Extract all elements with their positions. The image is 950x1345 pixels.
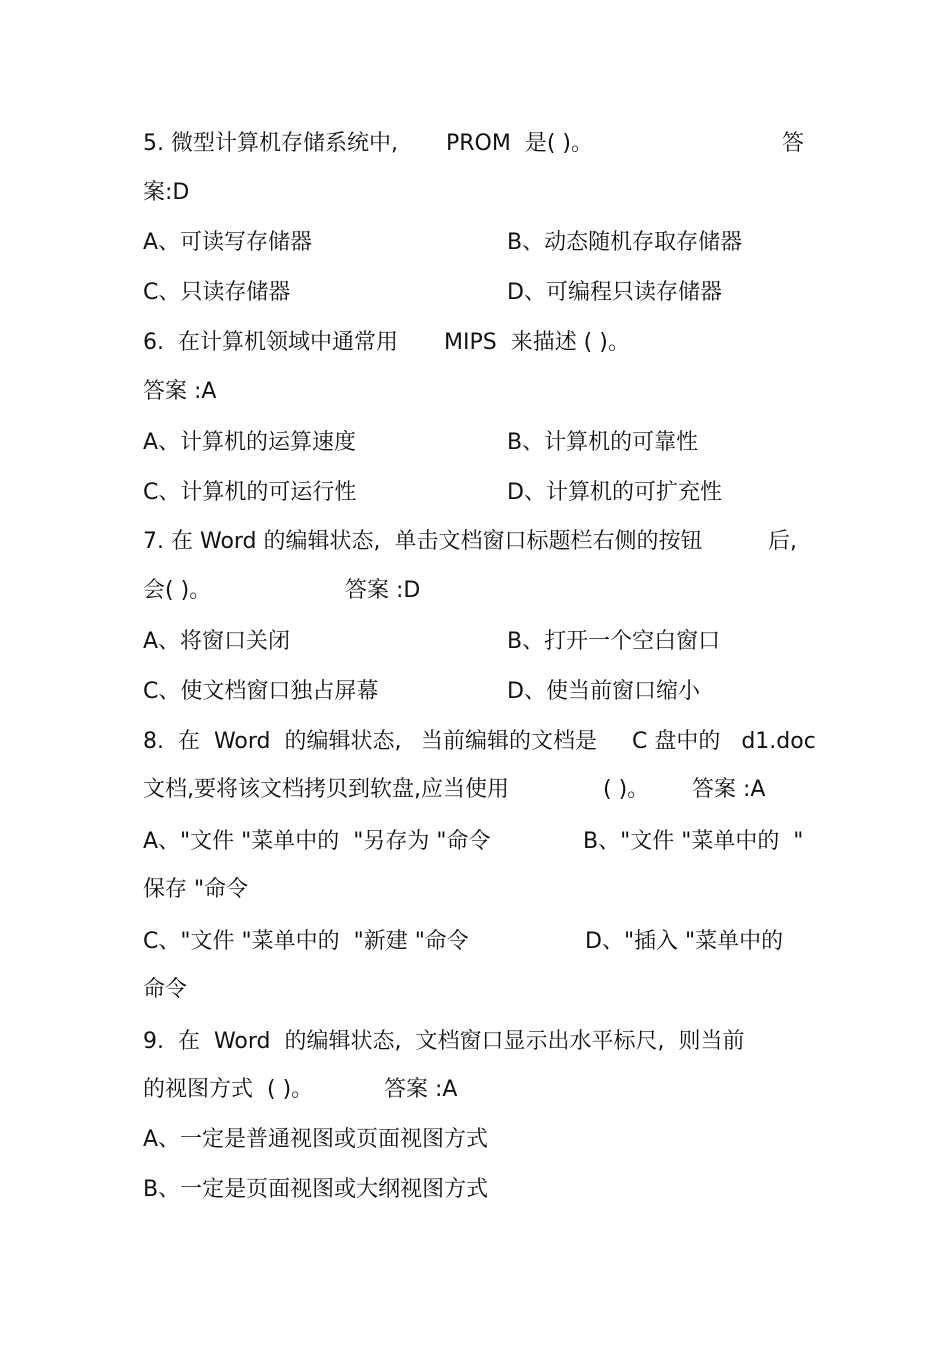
q7-answer: 答案 :D <box>345 578 421 603</box>
q8-option-d-line2: 命令 <box>143 977 188 1002</box>
q7-option-c: C、使文档窗口独占屏幕 <box>143 679 379 704</box>
q8-option-d-line1: D、"插入 "菜单中的 <box>585 929 784 954</box>
q9-answer: 答案 :A <box>384 1077 458 1102</box>
q6-stem-part1: 6. 在计算机领域中通常用 <box>143 330 398 355</box>
q5-stem-part1: 5. 微型计算机存储系统中, <box>143 131 398 156</box>
q9-option-b: B、一定是页面视图或大纲视图方式 <box>143 1177 489 1202</box>
q5-option-d: D、可编程只读存储器 <box>507 280 722 305</box>
q8-stem-line2: 文档,要将该文档拷贝到软盘,应当使用 <box>143 777 509 802</box>
q9-stem-line1: 9. 在 Word 的编辑状态, 文档窗口显示出水平标尺, 则当前 <box>143 1029 745 1054</box>
q8-answer: 答案 :A <box>692 777 766 802</box>
q6-stem-part2: MIPS 来描述 ( )。 <box>444 330 630 355</box>
q5-option-a: A、可读写存储器 <box>143 230 313 255</box>
q6-option-b: B、计算机的可靠性 <box>507 430 699 455</box>
q5-option-b: B、动态随机存取存储器 <box>507 230 743 255</box>
q5-answer: 案:D <box>143 180 190 205</box>
q8-option-a: A、"文件 "菜单中的 "另存为 "命令 <box>143 829 491 854</box>
q5-stem-part3: 答 <box>782 131 805 156</box>
q8-option-b-line2: 保存 "命令 <box>143 877 249 902</box>
q6-option-d: D、计算机的可扩充性 <box>507 480 722 505</box>
q7-stem-line2: 会( )。 <box>143 578 212 603</box>
q9-stem-line2: 的视图方式 ( )。 <box>143 1077 314 1102</box>
q8-stem-line2-paren: ( )。 <box>603 777 650 802</box>
q6-answer: 答案 :A <box>143 379 217 404</box>
q6-option-a: A、计算机的运算速度 <box>143 430 357 455</box>
q7-option-d: D、使当前窗口缩小 <box>507 679 700 704</box>
q7-stem-part1: 7. 在 Word 的编辑状态, 单击文档窗口标题栏右侧的按钮 <box>143 529 703 554</box>
q5-option-c: C、只读存储器 <box>143 280 291 305</box>
q8-option-c: C、"文件 "菜单中的 "新建 "命令 <box>143 929 469 954</box>
q8-stem-part1: 8. 在 Word 的编辑状态, <box>143 729 402 754</box>
q8-option-b-line1: B、"文件 "菜单中的 " <box>583 829 804 854</box>
q6-option-c: C、计算机的可运行性 <box>143 480 357 505</box>
q7-option-a: A、将窗口关闭 <box>143 629 291 654</box>
q8-stem-part3: C 盘中的 d1.doc <box>632 729 816 754</box>
q5-stem-part2: PROM 是( )。 <box>446 131 593 156</box>
q7-stem-part2: 后, <box>768 529 797 554</box>
q9-option-a: A、一定是普通视图或页面视图方式 <box>143 1127 489 1152</box>
q7-option-b: B、打开一个空白窗口 <box>507 629 721 654</box>
q8-stem-part2: 当前编辑的文档是 <box>421 729 598 754</box>
